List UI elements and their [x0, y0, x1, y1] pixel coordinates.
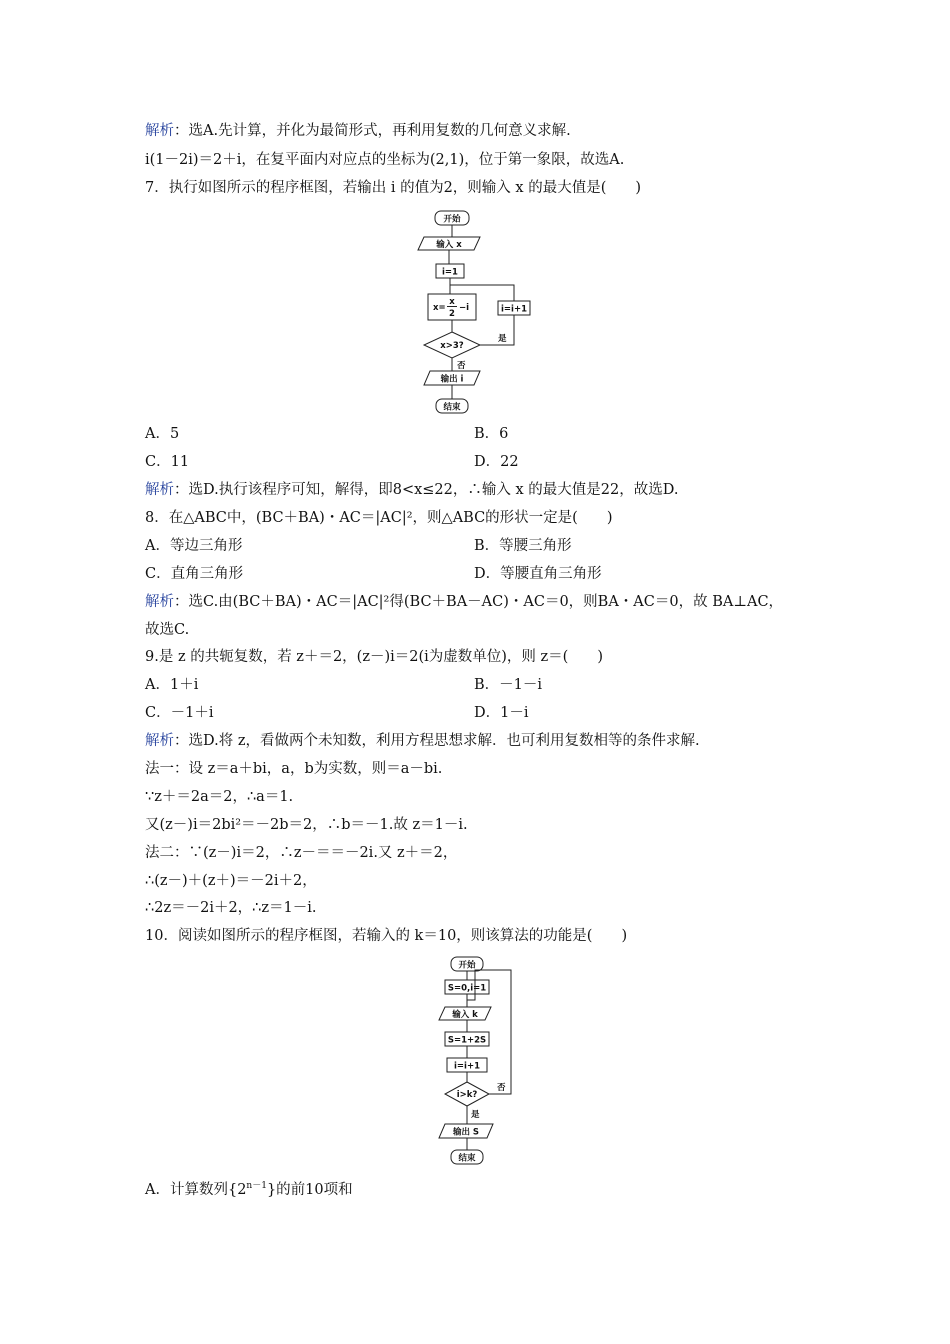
analysis-text: ：选D.执行该程序可知，解得，即8<x≤22，∴输入 x 的最大值是22，故选D.: [174, 482, 679, 498]
q9-option-c: C．－1＋i: [145, 705, 214, 721]
q9-option-d: D．1－i: [474, 705, 529, 721]
q7-option-d: D．22: [474, 454, 519, 470]
analysis-q8: [145, 592, 783, 612]
q10-a-exponent: n－1: [246, 1181, 267, 1191]
q8-option-a: A．等边三角形: [145, 538, 243, 554]
fc1-assign-right: −i: [459, 303, 470, 313]
fc2-init: S=0,i=1: [447, 983, 487, 994]
analysis-label: 解析: [145, 482, 174, 498]
q10-a-suffix: }的前10项和: [266, 1181, 353, 1198]
q7-option-b: B．6: [474, 426, 509, 442]
q8-option-c: C．直角三角形: [145, 566, 244, 582]
question-8: 8．在△ABC中，(BC＋BA)・AC＝|AC|²，则△ABC的形状一定是( ): [145, 510, 613, 526]
analysis-q6-detail: i(1－2i)＝2＋i，在复平面内对应点的坐标为(2,1)，位于第一象限，故选A.: [145, 152, 625, 168]
fc2-no: 否: [497, 1083, 506, 1093]
analysis-q7: [145, 480, 678, 500]
fc2-cond: i>k?: [456, 1090, 478, 1100]
fc1-start: 开始: [443, 214, 461, 225]
solution-line-1: 法一：设 z＝a＋bi，a，b为实数，则＝a－bi.: [145, 761, 443, 777]
q9-option-b: B．－1－i: [474, 677, 543, 693]
question-9: 9.是 z 的共轭复数，若 z＋＝2，(z－)i＝2(i为虚数单位)，则 z＝( ): [145, 649, 603, 665]
analysis-q6: [145, 121, 571, 141]
flowchart-1: [410, 205, 550, 417]
fc1-assign-den: 2: [449, 309, 455, 319]
flowchart-2: [425, 952, 535, 1170]
fc1-end: 结束: [443, 402, 461, 413]
q8-option-b: B．等腰三角形: [474, 538, 572, 554]
analysis-label: 解析: [145, 733, 174, 749]
fc2-assign: S=1+2S: [447, 1035, 487, 1046]
analysis-q9: [145, 731, 700, 751]
solution-line-4: 法二：∵(z－)i＝2，∴z－＝＝－2i.又 z＋＝2，: [145, 845, 458, 861]
fc2-output: 输出 S: [452, 1127, 480, 1138]
fc1-assign-num: x: [449, 297, 455, 307]
fc1-incr: i=i+1: [501, 304, 527, 315]
q10-option-a: [145, 1176, 353, 1200]
fc1-input: 输入 x: [436, 240, 462, 250]
solution-line-3: 又(z－)i＝2bi²＝－2b＝2，∴b＝－1.故 z＝1－i.: [145, 817, 468, 833]
question-10: 10．阅读如图所示的程序框图，若输入的 k＝10，则该算法的功能是( ): [145, 928, 628, 944]
fc2-yes: 是: [471, 1110, 480, 1120]
fc1-output: 输出 i: [440, 374, 464, 385]
fc2-incr: i=i+1: [454, 1061, 480, 1072]
fc1-no: 否: [457, 361, 466, 371]
solution-line-6: ∴2z＝－2i＋2，∴z＝1－i.: [145, 900, 317, 916]
q8-option-d: D．等腰直角三角形: [474, 566, 602, 582]
analysis-label: 解析: [145, 123, 174, 139]
fc2-input: 输入 k: [452, 1010, 478, 1020]
fc1-assign-left: x=: [433, 303, 446, 313]
solution-line-2: ∵z＋＝2a＝2，∴a＝1.: [145, 789, 294, 805]
analysis-q8-cont: 故选C.: [145, 622, 190, 638]
fc1-cond: x>3?: [440, 341, 464, 351]
fc1-init: i=1: [442, 267, 458, 278]
analysis-text: ：选C.由(BC＋BA)・AC＝|AC|²得(BC＋BA－AC)・AC＝0，则BA・AC＝0，故 BA⊥AC，: [174, 594, 784, 610]
fc2-start: 开始: [458, 960, 476, 971]
analysis-label: 解析: [145, 594, 174, 610]
question-7: 7．执行如图所示的程序框图，若输出 i 的值为2，则输入 x 的最大值是( ): [145, 180, 642, 196]
analysis-text: ：选A.先计算，并化为最简形式，再利用复数的几何意义求解.: [174, 123, 571, 139]
fc2-end: 结束: [458, 1153, 476, 1164]
q9-option-a: A．1＋i: [145, 677, 199, 693]
q10-a-prefix: A．计算数列{2: [145, 1181, 247, 1198]
q7-option-c: C．11: [145, 454, 190, 470]
solution-line-5: ∴(z－)＋(z＋)＝－2i＋2，: [145, 873, 317, 889]
fc1-yes: 是: [498, 334, 507, 344]
q7-option-a: A．5: [145, 426, 180, 442]
analysis-text: ：选D.将 z，看做两个未知数，利用方程思想求解．也可利用复数相等的条件求解.: [174, 733, 700, 749]
